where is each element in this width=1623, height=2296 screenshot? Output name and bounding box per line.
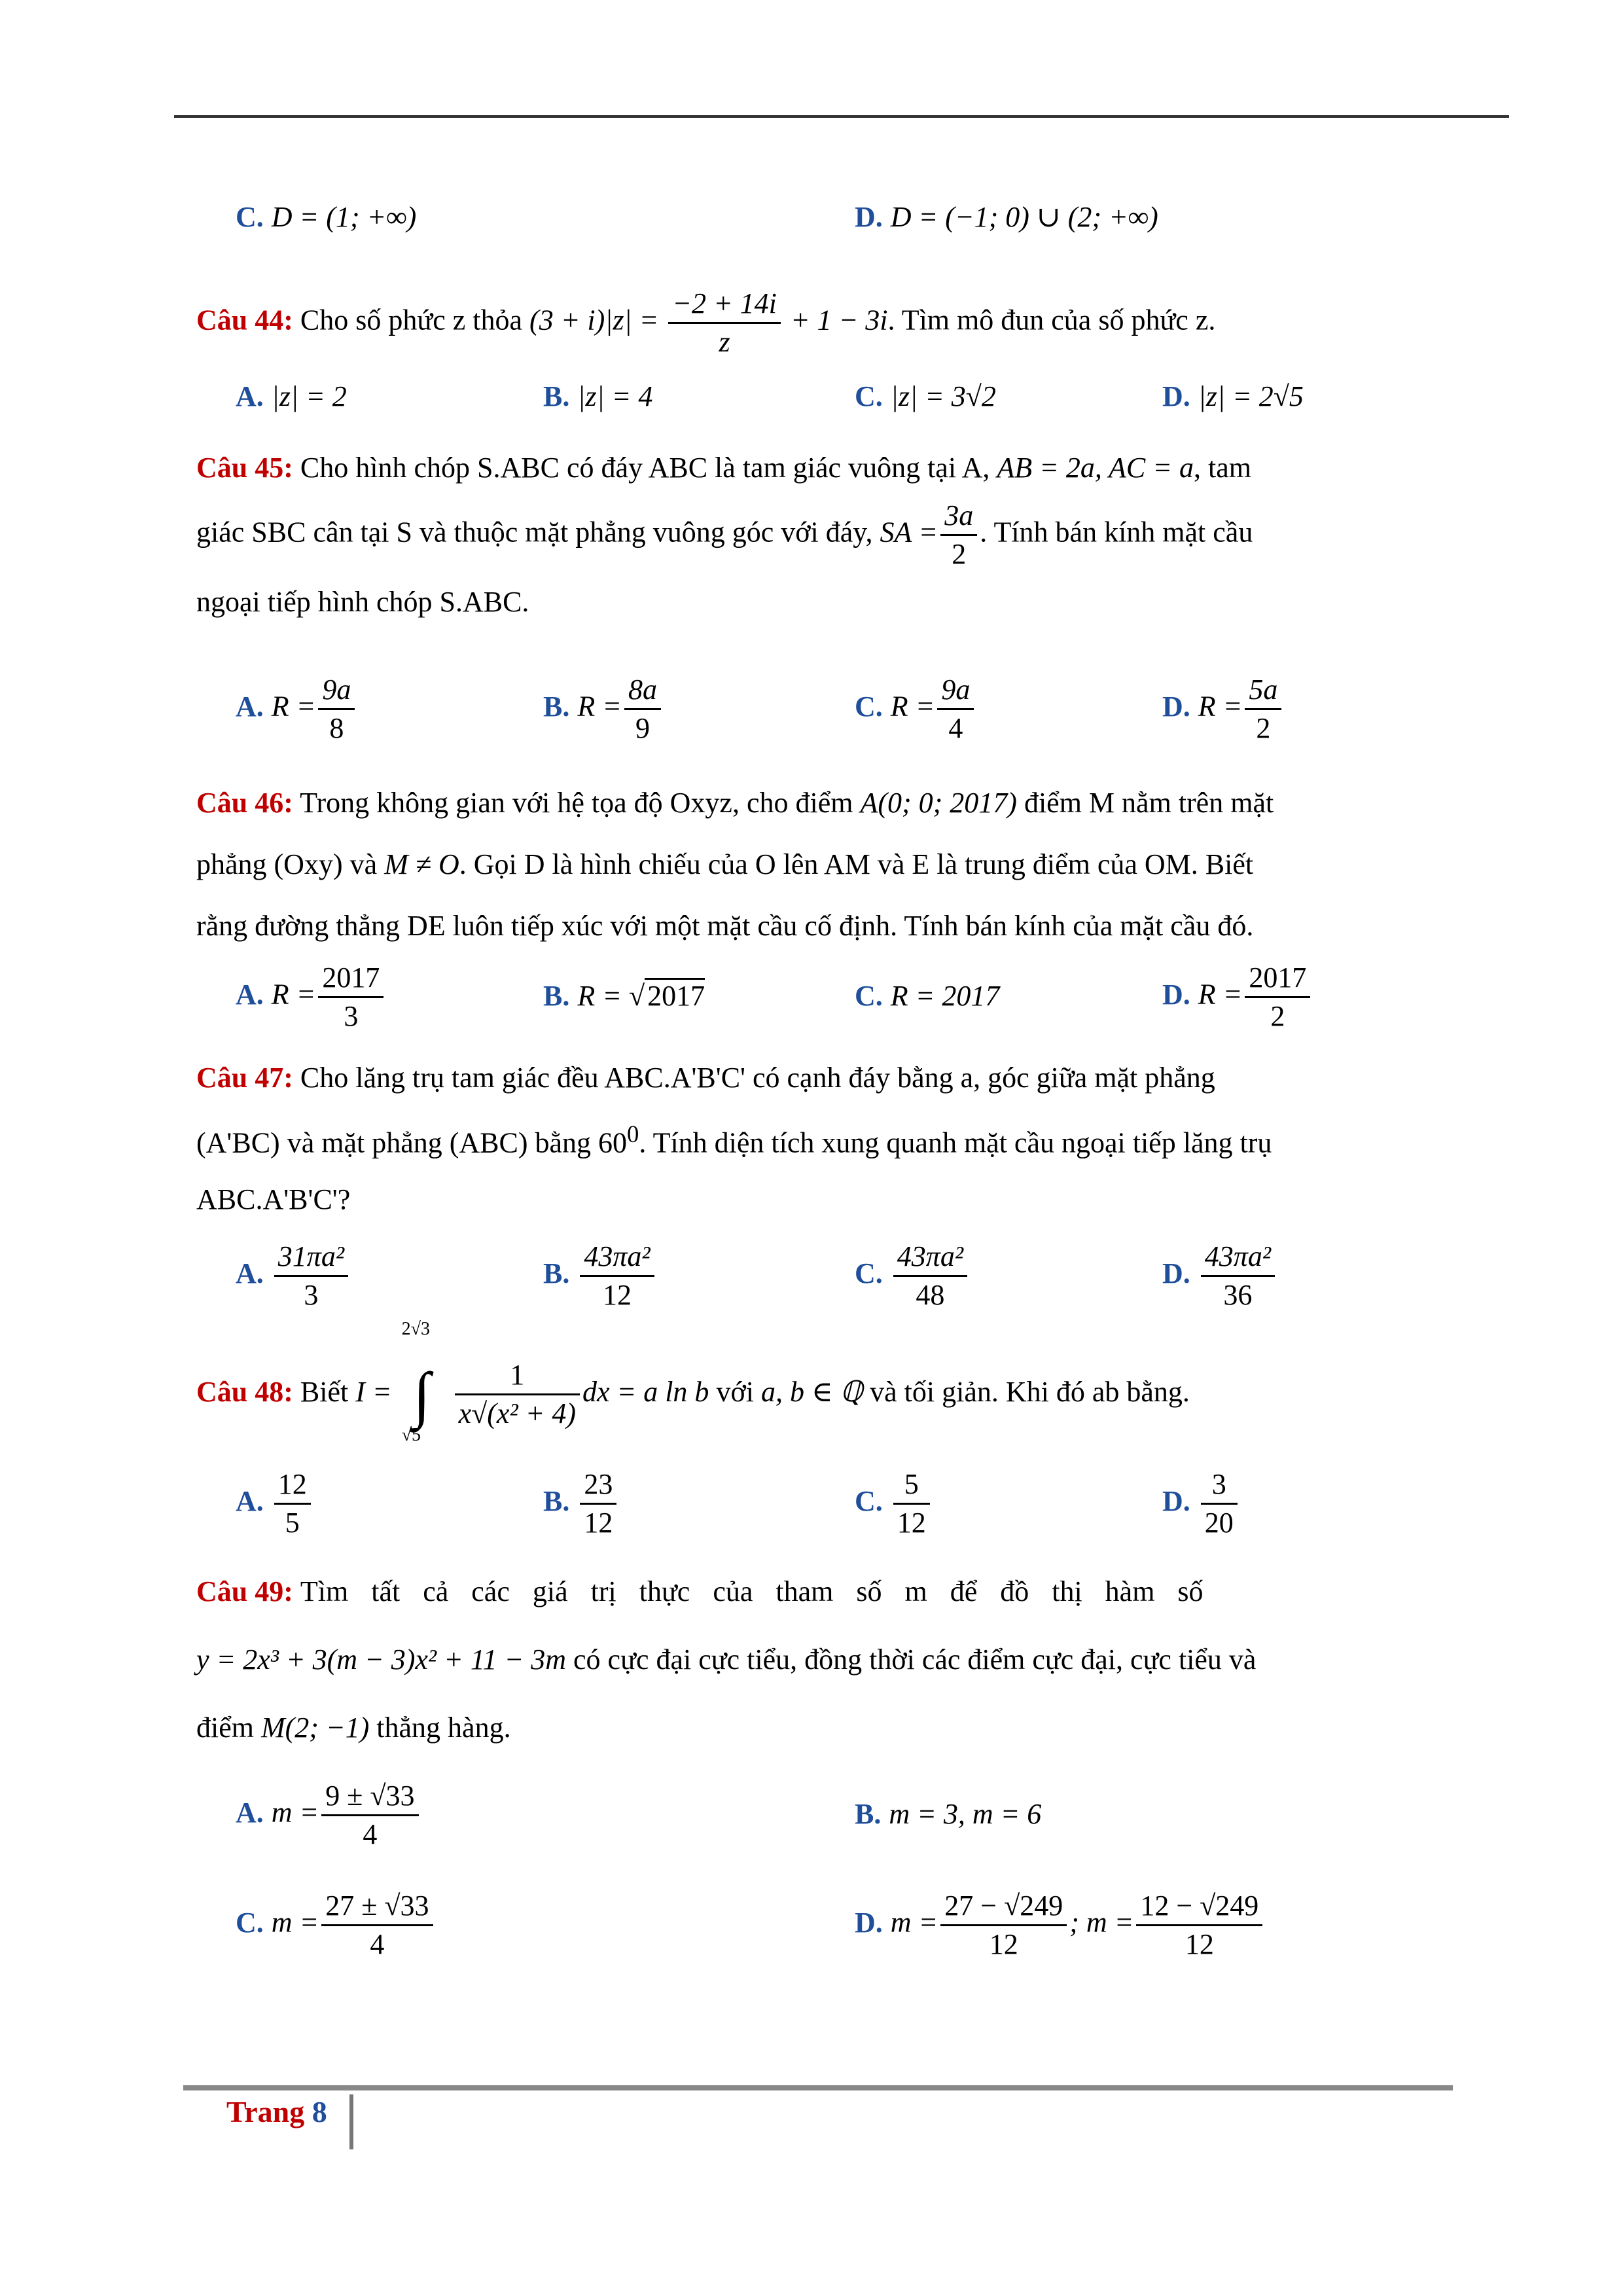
question-text: Cho số phức z thỏa: [300, 304, 523, 336]
q45-option-c[interactable]: C. R = $\frac{9a}{4}$: [855, 672, 976, 747]
q46-option-c[interactable]: C. R = 2017: [855, 980, 1000, 1012]
q48-option-c[interactable]: C. $\frac{5}{12}$: [855, 1466, 933, 1541]
q44-option-b[interactable]: B. |z| = 4: [543, 380, 653, 412]
q43-option-c[interactable]: [236, 200, 416, 234]
question-label: Câu 45:: [196, 452, 293, 484]
question-44: [196, 285, 1430, 361]
top-rule: [174, 115, 1509, 118]
fraction: $\frac{3a}{2}$: [940, 497, 977, 573]
q44-option-a[interactable]: A. |z| = 2: [236, 380, 347, 412]
option-label: C.: [236, 201, 264, 233]
question-label: Câu 47:: [196, 1062, 293, 1094]
question-47: Câu 47: Cho lăng trụ tam giác đều ABC.A'B'C' có cạnh đáy bằng a, góc giữa mặt phẳng (A'BC) và mặt phẳng (ABC) bằng $60^0$. Tính diện tích xung quanh mặt cầu ngoại tiếp lăng trụ ABC.A'B'C'?: [196, 1062, 1272, 1215]
q44-option-d[interactable]: D. |z| = 2√5: [1162, 380, 1304, 412]
q46-option-b[interactable]: B. R = √2017: [543, 979, 705, 1013]
question-45: Câu 45: Cho hình chóp S.ABC có đáy ABC là tam giác vuông tại A, AB = 2a, AC = a, tam giác SBC cân tại S và thuộc mặt phẳng vuông góc với đáy, SA = $\frac{3a}{2}$ . Tính bán kính mặt cầu ngoại tiếp hình chóp S.ABC.: [196, 452, 1253, 618]
math-expr: + 1 − 3i: [790, 304, 888, 336]
q45-option-d[interactable]: D. R = $\frac{5a}{2}$: [1162, 672, 1284, 747]
footer-divider: [349, 2094, 353, 2149]
q47-option-c[interactable]: C. $\frac{\text{43πa²}}{48}$: [855, 1238, 970, 1314]
page-number: Trang 8: [226, 2095, 327, 2128]
q43-option-d[interactable]: [855, 200, 1158, 234]
q46-option-d[interactable]: D. R = $\frac{2017}{2}$: [1162, 960, 1313, 1035]
q45-option-a[interactable]: A. R = $\frac{9a}{8}$: [236, 672, 357, 747]
q49-option-c[interactable]: C. m = $\frac{27 \pm √33}{4}$: [236, 1888, 436, 1963]
question-49: Câu 49: Tìm tất cả các giá trị thực của tham số m để đồ thị hàm số y = 2x³ + 3(m − 3)x² + 11 − 3m có cực đại cực tiểu, đồng thời các điểm cực đại, cực tiểu và điểm M(2; −1) thẳng hàng.: [196, 1575, 1257, 1744]
integral-sign: 2√3 ∫ √5: [401, 1318, 431, 1445]
q47-option-d[interactable]: D. $\frac{\text{43πa²}}{36}$: [1162, 1238, 1277, 1314]
q44-option-c[interactable]: C. |z| = 3√2: [855, 380, 996, 412]
q47-option-a[interactable]: A. $\frac{\text{31πa²}}{3}$: [236, 1238, 351, 1314]
footer-rule: [183, 2085, 1453, 2090]
q49-option-b[interactable]: B. m = 3, m = 6: [855, 1798, 1042, 1830]
option-text: D = (−1; 0) ∪ (2; +∞): [890, 201, 1158, 233]
q46-option-a[interactable]: A. R = $\frac{2017}{3}$: [236, 960, 386, 1035]
q49-option-a[interactable]: A. m = $\frac{9 \pm √33}{4}$: [236, 1778, 421, 1853]
question-label: Câu 48:: [196, 1376, 293, 1408]
question-text: . Tìm mô đun của số phức z.: [887, 304, 1216, 336]
q49-option-d[interactable]: D. m = $\frac{27 - √249}{12}$ ; m = $\frac{12 - √249}{12}$: [855, 1888, 1265, 1963]
question-48: Câu 48: Biết I = 2√3 ∫ √5 $\frac{1}{\text{x√(x² + 4)}}$ dx = a ln b với a, b ∈ ℚ và tối giản. Khi đó ab bằng.: [196, 1318, 1190, 1445]
q48-option-d[interactable]: D. $\frac{3}{20}$: [1162, 1466, 1240, 1541]
question-label: Câu 49:: [196, 1575, 293, 1607]
math-expr: (3 + i)|z| =: [529, 304, 659, 336]
option-label: D.: [855, 201, 883, 233]
q47-option-b[interactable]: B. $\frac{\text{43πa²}}{12}$: [543, 1238, 657, 1314]
q45-option-b[interactable]: B. R = $\frac{8a}{9}$: [543, 672, 664, 747]
question-label: Câu 44:: [196, 304, 293, 336]
fraction: $\frac{-2 + 14i}{z}$: [668, 285, 781, 361]
fraction: $\frac{1}{\text{x√(x² + 4)}}$: [455, 1357, 580, 1432]
q48-option-b[interactable]: B. $\frac{23}{12}$: [543, 1466, 619, 1541]
option-text: D = (1; +∞): [271, 201, 417, 233]
question-label: Câu 46:: [196, 787, 293, 819]
q48-option-a[interactable]: A. $\frac{12}{5}$: [236, 1466, 313, 1541]
question-46: Câu 46: Trong không gian với hệ tọa độ Oxyz, cho điểm A(0; 0; 2017) điểm M nằm trên mặt phẳng (Oxy) và M ≠ O. Gọi D là hình chiếu của O lên AM và E là trung điểm của OM. Biết rằng đường thẳng DE luôn tiếp xúc với một mặt cầu cố định. Tính bán kính của mặt cầu đó.: [196, 787, 1274, 942]
